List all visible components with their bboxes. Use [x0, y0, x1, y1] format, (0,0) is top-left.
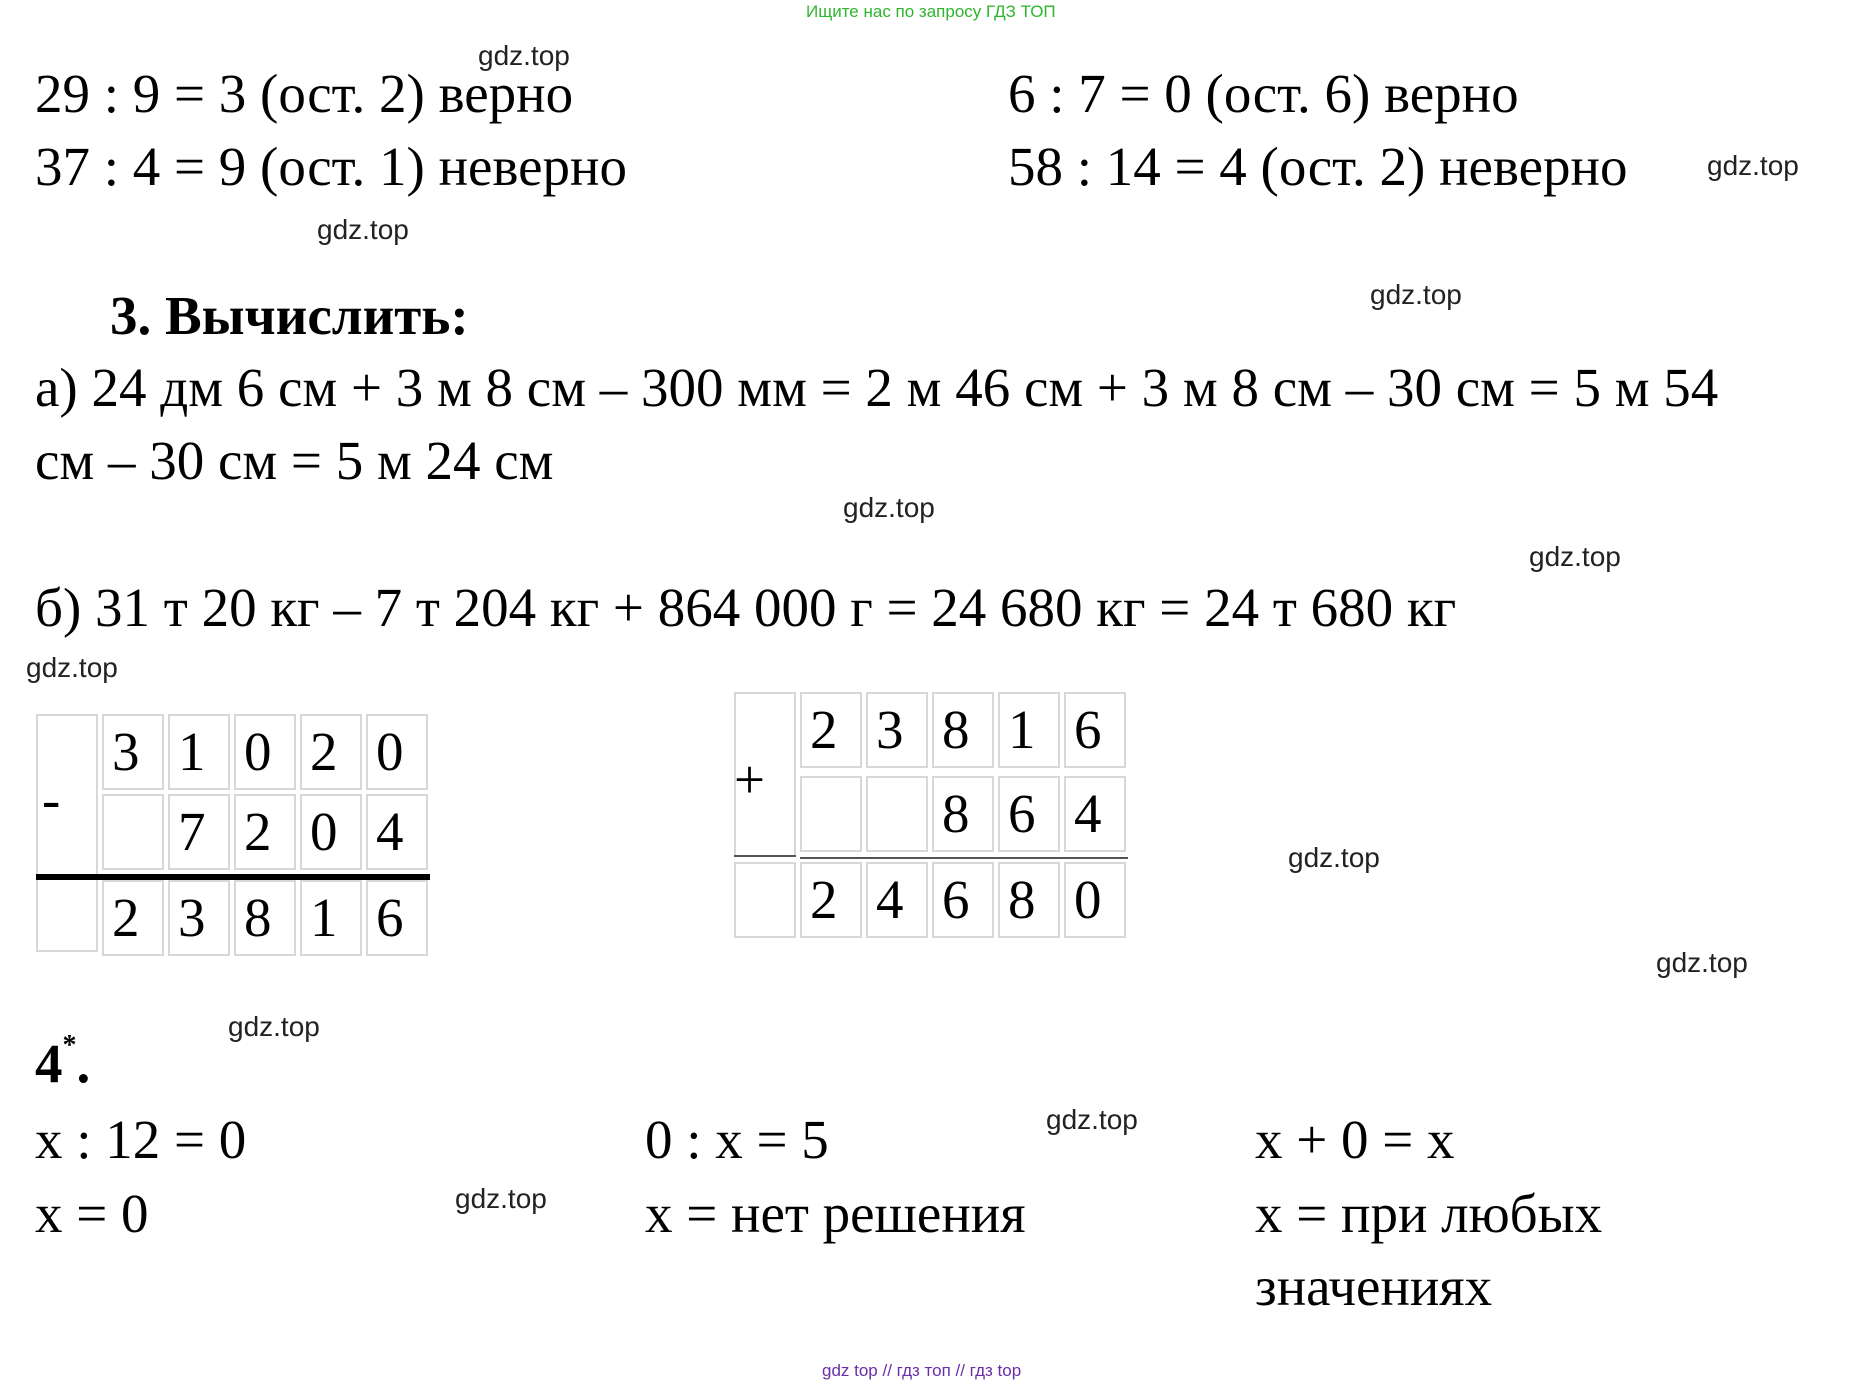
- watermark: gdz.top: [1529, 541, 1621, 572]
- calculation-a-line1: а) 24 дм 6 см + 3 м 8 см – 300 мм = 2 м 46 см + 3 м 8 см – 30 см = 5 м 54: [35, 357, 1719, 418]
- grid-cell: 4: [1064, 776, 1126, 852]
- result-line: [800, 857, 1128, 859]
- grid-cell: [36, 876, 98, 952]
- grid-cell: 6: [998, 776, 1060, 852]
- grid-cell: 2: [800, 692, 862, 768]
- watermark: gdz.top: [1288, 842, 1380, 873]
- problem-star: *: [62, 1030, 77, 1061]
- grid-cell: 7: [168, 794, 230, 870]
- grid-cell: 4: [366, 794, 428, 870]
- watermark: gdz.top: [228, 1011, 320, 1042]
- top-banner: Ищите нас по запросу ГДЗ ТОП: [806, 2, 1056, 21]
- grid-cell: 1: [998, 692, 1060, 768]
- grid-cell: 4: [866, 862, 928, 938]
- grid-cell: 8: [998, 862, 1060, 938]
- grid-cell: 0: [366, 714, 428, 790]
- grid-cell: [866, 776, 928, 852]
- equation: 29 : 9 = 3 (ост. 2) верно: [35, 63, 574, 124]
- grid-cell: 8: [234, 880, 296, 956]
- grid-cell: 6: [1064, 692, 1126, 768]
- equation: 58 : 14 = 4 (ост. 2) неверно: [1008, 136, 1628, 197]
- grid-cell: 8: [932, 776, 994, 852]
- grid-cell: 1: [300, 880, 362, 956]
- sign-underline: [734, 855, 796, 857]
- equation: x = при любых: [1255, 1183, 1603, 1244]
- grid-cell: 0: [300, 794, 362, 870]
- watermark: gdz.top: [843, 492, 935, 523]
- grid-cell: 0: [1064, 862, 1126, 938]
- grid-cell: [800, 776, 862, 852]
- grid-cell: 8: [932, 692, 994, 768]
- equation: x : 12 = 0: [35, 1109, 247, 1170]
- equation: 0 : x = 5: [645, 1109, 829, 1170]
- grid-cell: 0: [234, 714, 296, 790]
- watermark: gdz.top: [317, 214, 409, 245]
- watermark: gdz.top: [478, 40, 570, 71]
- calculation-a-line2: см – 30 см = 5 м 24 см: [35, 430, 554, 491]
- problem-dot: .: [76, 1033, 91, 1094]
- equation: 6 : 7 = 0 (ост. 6) верно: [1008, 63, 1519, 124]
- grid-cell: 2: [300, 714, 362, 790]
- grid-cell: 2: [800, 862, 862, 938]
- grid-cell: 3: [102, 714, 164, 790]
- equation: значениях: [1255, 1256, 1493, 1317]
- section-heading: 3. Вычислить:: [110, 285, 469, 346]
- watermark: gdz.top: [26, 652, 118, 683]
- plus-sign: +: [734, 749, 766, 810]
- grid-cell: 2: [102, 880, 164, 956]
- watermark: gdz.top: [1656, 947, 1748, 978]
- problem-number-digit: 4: [35, 1033, 63, 1094]
- equation: x + 0 = x: [1255, 1109, 1455, 1170]
- bottom-banner: gdz top // гдз топ // гдз top: [822, 1361, 1022, 1380]
- equation: x = 0: [35, 1183, 149, 1244]
- watermark: gdz.top: [1707, 150, 1799, 181]
- calculation-b: б) 31 т 20 кг – 7 т 204 кг + 864 000 г = 24 680 кг = 24 т 680 кг: [35, 577, 1457, 638]
- grid-cell: 6: [932, 862, 994, 938]
- watermark: gdz.top: [1046, 1104, 1138, 1135]
- grid-cell: 3: [168, 880, 230, 956]
- grid-cell: 3: [866, 692, 928, 768]
- problem-number: [35, 1030, 91, 1094]
- minus-sign: -: [42, 769, 61, 830]
- grid-cell: [102, 794, 164, 870]
- grid-cell: 6: [366, 880, 428, 956]
- grid-cell: [734, 862, 796, 938]
- equation: 37 : 4 = 9 (ост. 1) неверно: [35, 136, 627, 197]
- watermark: gdz.top: [1370, 279, 1462, 310]
- watermark: gdz.top: [455, 1183, 547, 1214]
- grid-cell: 2: [234, 794, 296, 870]
- grid-cell: 1: [168, 714, 230, 790]
- equation: x = нет решения: [645, 1183, 1026, 1244]
